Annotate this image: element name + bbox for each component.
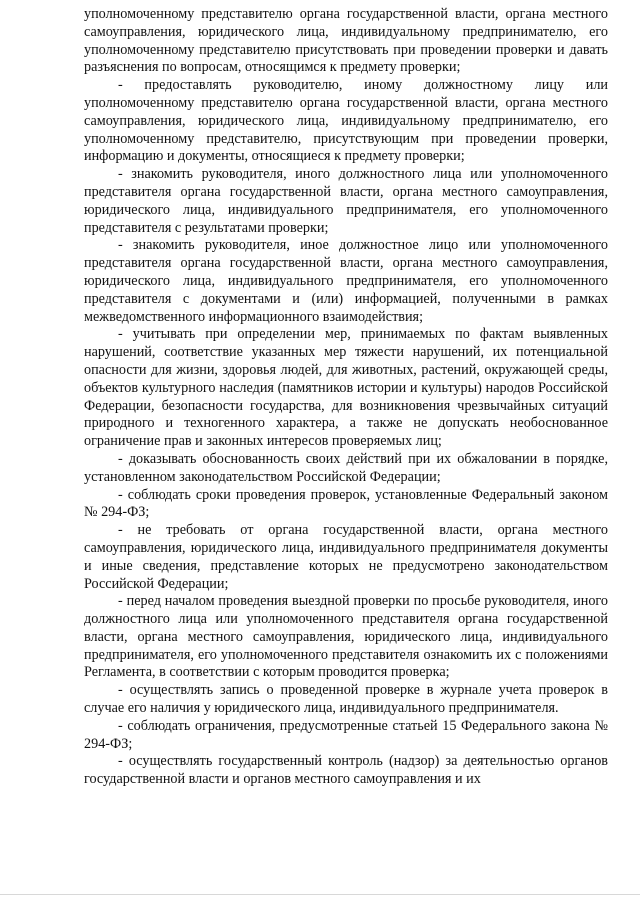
paragraph-11: - соблюдать ограничения, предусмотренные статьей 15 Федерального закона № 294-ФЗ;	[84, 717, 608, 752]
paragraph-4: - знакомить руководителя, иное должностное лицо или уполномоченного представителя органа государственной власти, органа местного самоуправления, юридического лица, индивидуального предпринимателя, его уполномоченного представителя с документами и (или) информацией, полученными в рамках межведомственного информационного взаимодействия;	[84, 237, 608, 325]
paragraph-12: - осуществлять государственный контроль (надзор) за деятельностью органов государственной власти и органов местного самоуправления и их	[84, 753, 608, 788]
paragraph-1: уполномоченному представителю органа государственной власти, органа местного самоуправления, юридического лица, индивидуальному предпринимателю, его уполномоченному представителю присутствовать при проведении проверки и давать разъяснения по вопросам, относящимся к предмету проверки;	[84, 6, 608, 76]
paragraph-9: - перед началом проведения выездной проверки по просьбе руководителя, иного должностного лица или уполномоченного представителя органа государственной власти, органа местного самоуправления, юридического лица, индивидуального предпринимателя, его уполномоченного представителя ознакомить их с положениями Регламента, в соответствии с которым проводится проверка;	[84, 593, 608, 681]
paragraph-8: - не требовать от органа государственной власти, органа местного самоуправления, юридического лица, индивидуального предпринимателя документы и иные сведения, представление которых не предусмотрено законодательством Российской Федерации;	[84, 522, 608, 592]
paragraph-2: - предоставлять руководителю, иному должностному лицу или уполномоченному представителю органа государственной власти, органа местного самоуправления, юридического лица, индивидуальному предпринимателю, его уполномоченному представителю, присутствующим при проведении проверки, информацию и документы, относящиеся к предмету проверки;	[84, 77, 608, 165]
paragraph-5: - учитывать при определении мер, принимаемых по фактам выявленных нарушений, соответствие указанных мер тяжести нарушений, их потенциальной опасности для жизни, здоровья людей, для животных, растений, окружающей среды, объектов культурного наследия (памятников истории и культуры) народов Российской Федерации, безопасности государства, для возникновения чрезвычайных ситуаций природного и техногенного характера, а также не допускать необоснованное ограничение прав и законных интересов проверяемых лиц;	[84, 326, 608, 450]
paragraph-10: - осуществлять запись о проведенной проверке в журнале учета проверок в случае его наличия у юридического лица, индивидуального предпринимателя.	[84, 682, 608, 717]
paragraph-7: - соблюдать сроки проведения проверок, установленные Федеральный законом № 294-ФЗ;	[84, 486, 608, 521]
paragraph-6: - доказывать обоснованность своих действий при их обжаловании в порядке, установленном законодательством Российской Федерации;	[84, 450, 608, 485]
paragraph-3: - знакомить руководителя, иного должностного лица или уполномоченного представителя органа государственной власти, органа местного самоуправления, юридического лица, индивидуального предпринимателя, его уполномоченного представителя с результатами проверки;	[84, 166, 608, 236]
page-bottom-divider	[0, 894, 640, 895]
document-page	[84, 6, 608, 789]
